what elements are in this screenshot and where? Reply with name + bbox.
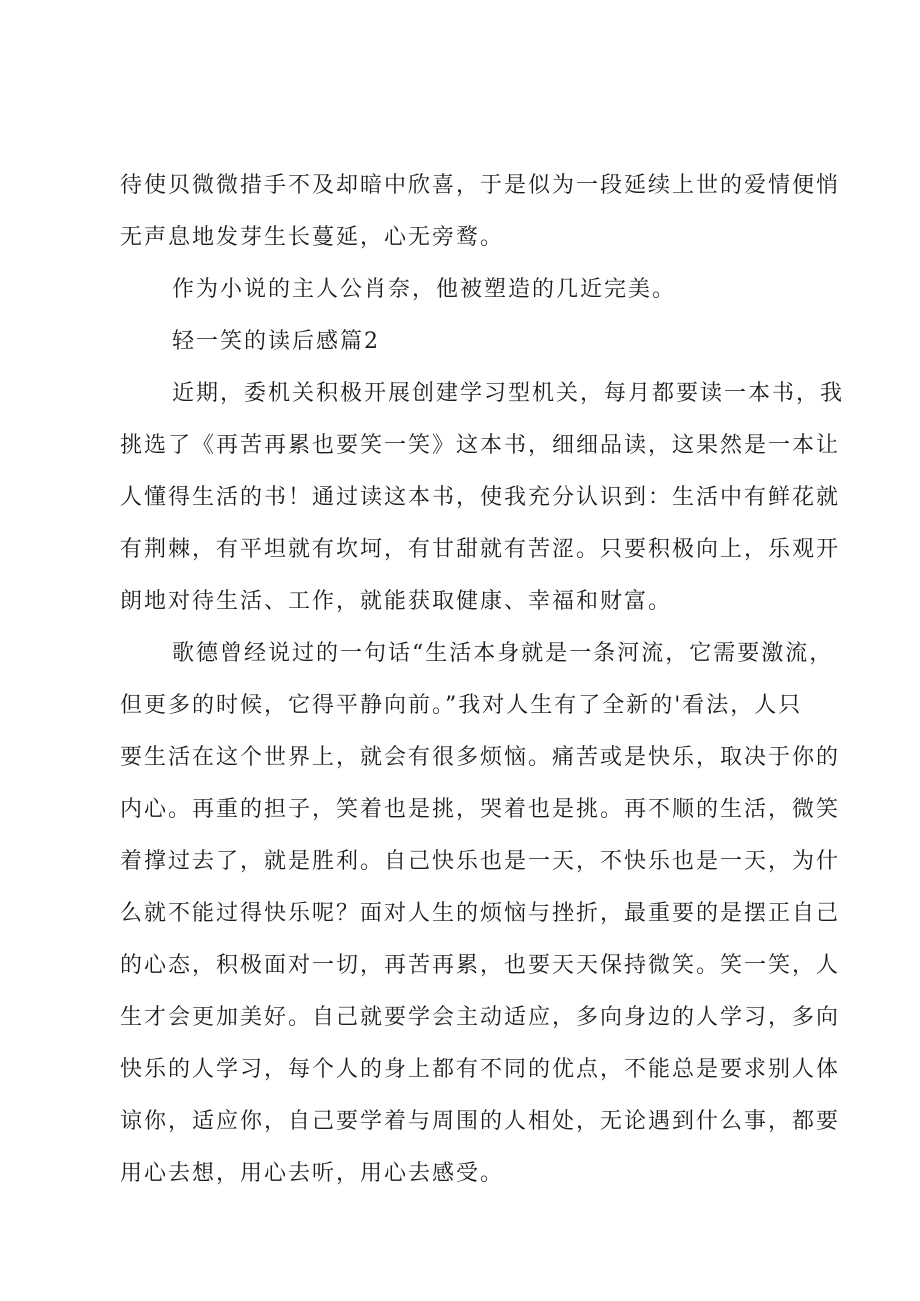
text-line: 谅你，适应你，自己要学着与周围的人相处，无论遇到什么事，都要 xyxy=(120,1109,841,1134)
text-line: 要生活在这个世界上，就会有很多烦恼。痛苦或是快乐，取决于你的 xyxy=(120,745,841,770)
text-line: 的心态，积极面对一切，再苦再累，也要天天保持微笑。笑一笑，人 xyxy=(120,953,841,978)
text-line: 用心去想，用心去听，用心去感受。 xyxy=(120,1161,505,1186)
text-line: 朗地对待生活、工作，就能获取健康、幸福和财富。 xyxy=(120,589,673,614)
paragraph-first-line: 近期，委机关积极开展创建学习型机关，每月都要读一本书，我 xyxy=(172,381,845,406)
text-line: 人懂得生活的书！通过读这本书，使我充分认识到：生活中有鲜花就 xyxy=(120,485,841,510)
text-line: 有荆棘，有平坦就有坎坷，有甘甜就有苦涩。只要积极向上，乐观开 xyxy=(120,537,841,562)
body-text xyxy=(120,160,845,1200)
text-line: 挑选了《再苦再累也要笑一笑》这本书，细细品读，这果然是一本让 xyxy=(120,433,841,458)
text-line: 但更多的时候，它得平静向前。”我对人生有了全新的'看法，人只 xyxy=(120,693,803,718)
text-line: 么就不能过得快乐呢？面对人生的烦恼与挫折，最重要的是摆正自己 xyxy=(120,901,841,926)
text-line: 着撑过去了，就是胜利。自己快乐也是一天，不快乐也是一天，为什 xyxy=(120,849,841,874)
paragraph-first-line: 歌德曾经说过的一句话“生活本身就是一条河流，它需要激流， xyxy=(172,641,834,666)
text-line: 无声息地发芽生长蔓延，心无旁鹜。 xyxy=(120,225,505,250)
text-line: 快乐的人学习，每个人的身上都有不同的优点，不能总是要求别人体 xyxy=(120,1057,841,1082)
text-line: 内心。再重的担子，笑着也是挑，哭着也是挑。再不顺的生活，微笑 xyxy=(120,797,841,822)
text-line: 生才会更加美好。自己就要学会主动适应，多向身边的人学习，多向 xyxy=(120,1005,841,1030)
paragraph-first-line: 作为小说的主人公肖奈，他被塑造的几近完美。 xyxy=(172,277,677,302)
section-heading: 轻一笑的读后感篇2 xyxy=(172,329,380,354)
text-line: 待使贝微微措手不及却暗中欣喜，于是似为一段延续上世的爱情便悄 xyxy=(120,173,841,198)
